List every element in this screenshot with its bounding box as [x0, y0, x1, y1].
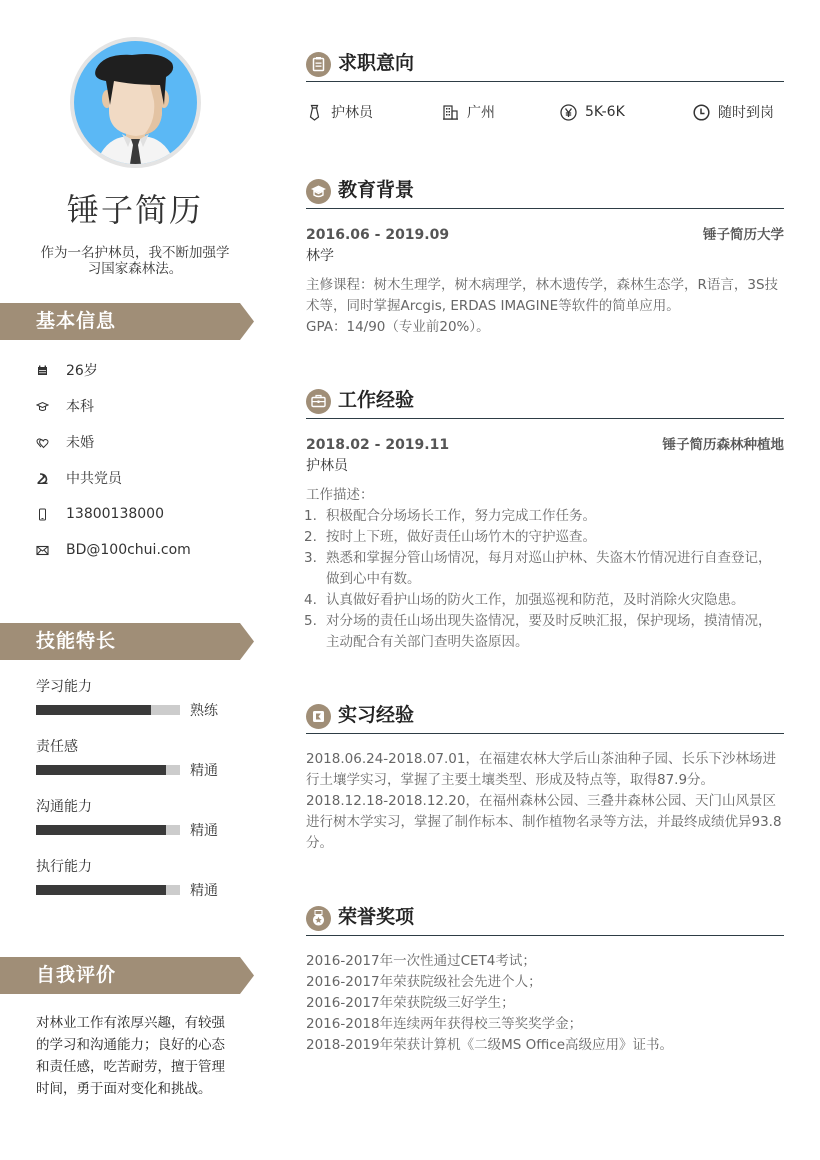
award-item: 2016-2017年一次性通过CET4考试； [306, 953, 536, 969]
education-school: 锤子简历大学 [703, 227, 784, 243]
section-title: 求职意向 [338, 52, 415, 74]
work-date: 2018.02 - 2019.11 [306, 437, 450, 453]
skill-level: 精通 [190, 763, 218, 779]
phone-icon [36, 506, 66, 522]
section-header-work [306, 383, 784, 419]
info-value: 未婚 [66, 435, 94, 451]
hearts-icon [36, 434, 66, 450]
section-banner-skills [0, 623, 254, 660]
candidate-motto: 作为一名护林员，我不断加强学习国家森林法。 [40, 245, 230, 277]
internship-entry: 2018.06.24-2018.07.01，在福建农林大学后山茶油种子园、长乐下沙林场进行土壤学实习，掌握了主要土壤类型、形成及特点等，取得87.9分。 [306, 751, 776, 788]
awards-list [306, 951, 784, 1056]
internship-entry: 2018.12.18-2018.12.20，在福州森林公园、三叠井森林公园、天门山风景区进行树木学实习，掌握了制作标本、制作植物名录等方法，并最终成绩优异93.8分。 [306, 793, 782, 851]
skill-item [36, 856, 256, 916]
section-banner-basic-info [0, 303, 254, 340]
calendar-icon [36, 362, 66, 378]
award-item: 2018-2019年荣获计算机《二级MS Office高级应用》证书。 [306, 1037, 673, 1053]
skill-level: 精通 [190, 883, 218, 899]
info-value: 13800138000 [66, 506, 164, 522]
skill-item [36, 736, 256, 796]
section-header-education [306, 173, 784, 209]
list-item: 2. 按时上下班，做好责任山场竹木的守护巡查。 [304, 529, 596, 545]
internship-details [306, 749, 784, 854]
skill-name: 责任感 [36, 739, 78, 755]
skill-level: 精通 [190, 823, 218, 839]
mail-icon [36, 542, 66, 558]
avatar-man-illustration [74, 41, 197, 164]
info-value: 本科 [66, 399, 94, 415]
intent-value: 广州 [467, 105, 495, 121]
job-intent-row [306, 100, 784, 124]
clipboard-icon [306, 52, 331, 77]
skill-progress-bar [36, 885, 180, 895]
education-courses: 主修课程：树木生理学，树木病理学，林木遗传学，森林生态学，R语言，3S技术等，同时掌握Arcgis, ERDAS IMAGINE等软件的简单应用。 [306, 277, 779, 314]
intent-city [442, 100, 495, 124]
basic-info-list [36, 352, 256, 568]
info-phone [36, 496, 256, 532]
info-political-status [36, 460, 256, 496]
section-header-internship [306, 698, 784, 734]
education-major: 林学 [306, 248, 334, 264]
skill-name: 沟通能力 [36, 799, 92, 815]
building-icon [442, 104, 459, 121]
list-item: 5. 对分场的责任山场出现失盗情况，要及时反映汇报，保护现场，摸清情况，主动配合有关部门查明失盗原因。 [304, 613, 772, 650]
skill-progress-bar [36, 825, 180, 835]
skill-item [36, 676, 256, 736]
section-title: 荣誉奖项 [338, 906, 415, 928]
list-item: 3. 熟悉和掌握分管山场情况，每月对巡山护林、失盗木竹情况进行自查登记，做到心中有数。 [304, 550, 772, 587]
intent-value: 护林员 [331, 105, 373, 121]
info-degree [36, 388, 256, 424]
section-banner-self-evaluation [0, 957, 254, 994]
sidebar [0, 0, 270, 1160]
award-item: 2016-2017年荣获院级三好学生； [306, 995, 515, 1011]
id-card-icon [306, 704, 331, 729]
skills-list [36, 676, 256, 916]
intent-value: 5K-6K [585, 104, 625, 120]
skill-progress-bar [36, 705, 180, 715]
info-age [36, 352, 256, 388]
info-marital-status [36, 424, 256, 460]
education-date: 2016.06 - 2019.09 [306, 227, 450, 243]
clock-icon [693, 104, 710, 121]
tie-icon [306, 104, 323, 121]
intent-availability [693, 100, 774, 124]
info-value: 26岁 [66, 363, 98, 379]
briefcase-icon [306, 389, 331, 414]
section-header-intent [306, 46, 784, 82]
section-title: 自我评价 [36, 964, 117, 986]
section-title: 教育背景 [338, 179, 415, 201]
self-evaluation-text: 对林业工作有浓厚兴趣，有较强的学习和沟通能力；良好的心态和责任感，吃苦耐劳，擅于管理时间，勇于面对变化和挑战。 [36, 1015, 225, 1097]
intent-value: 随时到岗 [718, 105, 774, 121]
work-company: 锤子简历森林种植地 [662, 437, 784, 453]
skill-name: 学习能力 [36, 679, 92, 695]
info-email [36, 532, 256, 568]
medal-icon [306, 906, 331, 931]
list-item: 4. 认真做好看护山场的防火工作，加强巡视和防范，及时消除火灾隐患。 [304, 592, 745, 608]
section-header-awards [306, 900, 784, 936]
award-item: 2016-2018年连续两年获得校三等奖奖学金； [306, 1016, 583, 1032]
work-duties-list [306, 506, 784, 653]
section-title: 实习经验 [338, 704, 415, 726]
graduation-cap-icon [306, 179, 331, 204]
work-description-label: 工作描述： [306, 487, 374, 503]
candidate-name: 锤子简历 [66, 191, 203, 229]
graduation-cap-icon [36, 398, 66, 414]
education-gpa: GPA：14/90（专业前20%）。 [306, 319, 490, 335]
skill-progress-bar [36, 765, 180, 775]
intent-salary [560, 100, 625, 124]
info-value: BD@100chui.com [66, 542, 191, 558]
section-title: 工作经验 [338, 389, 415, 411]
skill-name: 执行能力 [36, 859, 92, 875]
list-item: 1. 积极配合分场场长工作，努力完成工作任务。 [304, 508, 596, 524]
avatar [70, 37, 201, 168]
work-position: 护林员 [306, 458, 348, 474]
skill-item [36, 796, 256, 856]
award-item: 2016-2017年荣获院级社会先进个人； [306, 974, 542, 990]
info-value: 中共党员 [66, 471, 122, 487]
education-details [306, 275, 784, 338]
section-title: 基本信息 [36, 310, 117, 332]
skill-level: 熟练 [190, 703, 218, 719]
party-emblem-icon [36, 470, 66, 486]
yen-icon [560, 104, 577, 121]
intent-position [306, 100, 373, 124]
section-title: 技能特长 [36, 630, 117, 652]
work-description [306, 485, 784, 653]
